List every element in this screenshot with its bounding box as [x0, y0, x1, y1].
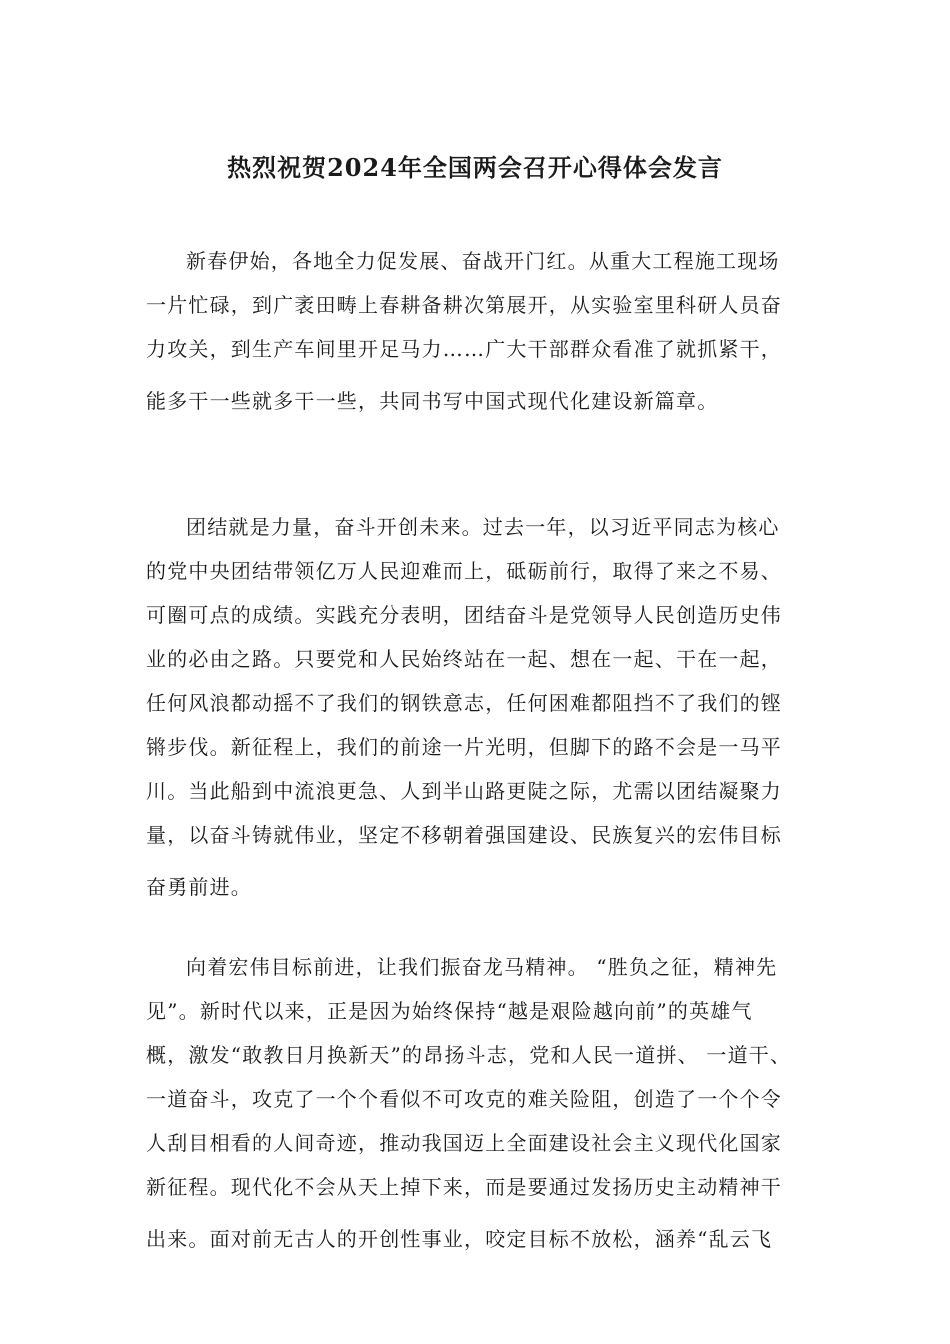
paragraph-3 [146, 945, 814, 1261]
text-line: 的党中央团结带领亿万人民迎难而上，砥砺前行，取得了来之不易、 [146, 559, 782, 583]
text-line: 一片忙碌，到广袤田畴上春耕备耕次第展开，从实验室里科研人员奋 [146, 293, 782, 317]
text-line: 可圈可点的成绩。实践充分表明，团结奋斗是党领导人民创造历史伟 [146, 603, 782, 627]
text-line: 团结就是力量，奋斗开创未来。过去一年，以习近平同志为核心 [186, 515, 780, 539]
text-line: 锵步伐。新征程上，我们的前途一片光明，但脚下的路不会是一马平 [146, 735, 782, 759]
text-line: 力攻关，到生产车间里开足马力……广大干部群众看准了就抓紧干， [146, 337, 782, 361]
paragraph-2 [146, 505, 814, 909]
text-line: 新春伊始，各地全力促发展、奋战开门红。从重大工程施工现场 [186, 249, 780, 273]
text-line: 概，激发“敢教日月换新天”的昂扬斗志，党和人民一道拼、 一道干、 [146, 1043, 792, 1067]
text-line: 川。当此船到中流浪更急、人到半山路更陡之际，尤需以团结凝聚力 [146, 779, 782, 803]
text-line: 向着宏伟目标前进，让我们振奋龙马精神。 “胜负之征，精神先 [186, 955, 778, 979]
text-line: 量，以奋斗铸就伟业，坚定不移朝着强国建设、民族复兴的宏伟目标 [146, 823, 782, 847]
text-line: 人刮目相看的人间奇迹，推动我国迈上全面建设社会主义现代化国家 [146, 1131, 782, 1155]
text-line: 出来。面对前无古人的开创性事业，咬定目标不放松，涵养“乱云飞 [146, 1227, 773, 1251]
text-line: 业的必由之路。只要党和人民始终站在一起、想在一起、干在一起， [146, 647, 782, 671]
text-line: 见”。新时代以来，正是因为始终保持“越是艰险越向前”的英雄气 [146, 999, 753, 1023]
text-line: 任何风浪都动摇不了我们的钢铁意志，任何困难都阻挡不了我们的铿 [146, 691, 782, 715]
text-line: 一道奋斗，攻克了一个个看似不可攻克的难关险阻，创造了一个个令 [146, 1087, 782, 1111]
text-line: 能多干一些就多干一些，共同书写中国式现代化建设新篇章。 [146, 389, 719, 413]
text-line: 奋勇前进。 [146, 875, 252, 899]
document-title: 热烈祝贺2024年全国两会召开心得体会发言 [227, 153, 723, 182]
paragraph-1 [146, 239, 814, 423]
text-line: 新征程。现代化不会从天上掉下来，而是要通过发扬历史主动精神干 [146, 1175, 782, 1199]
